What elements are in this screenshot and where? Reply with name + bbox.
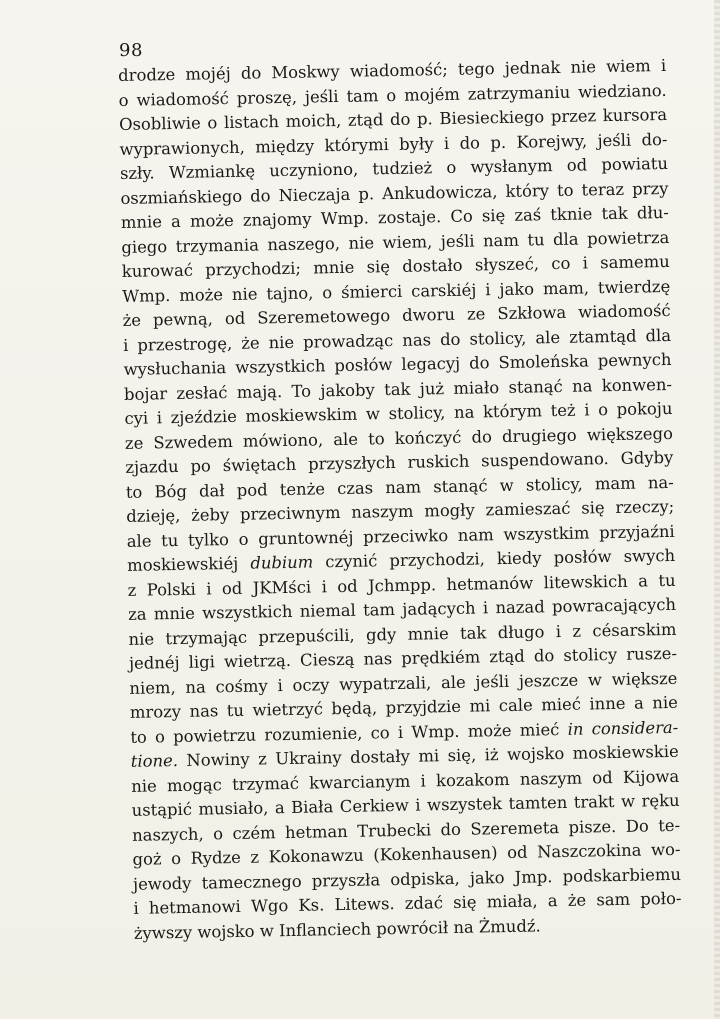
text-line: mnie a może znajomy Wmp. zostaje. Co się zaś tknie tak dłu- bbox=[120, 202, 669, 232]
text-line: giego trzymania naszego, nie wiem, jeśli nam tu dla powietrza bbox=[121, 227, 670, 257]
text-line: i przestrogę, że nie prowadząc nas do stolicy, ale ztamtąd dla bbox=[122, 325, 672, 355]
text-line: o wiadomość proszę, jeśli tam o mojém zatrzymaniu wiedziano. bbox=[118, 80, 667, 110]
text-segment: czynić przychodzi, kiedy posłów swych bbox=[313, 545, 676, 572]
text-line: nie trzymając przepuścili, gdy mnie tak długo i z césarskim bbox=[128, 619, 677, 649]
text-line: wyprawionych, między którymi były i do p. Korejwy, jeśli do- bbox=[119, 129, 668, 159]
text-line: Wmp. może nie tajno, o śmierci carskiéj i jako mam, twierdzę bbox=[122, 276, 671, 306]
text-line: dzieję, żeby przeciwnym naszym mogły zamieszać się rzeczy; bbox=[126, 496, 675, 526]
text-line: cyi i zjeździe moskiewskim w stolicy, na którym też i o pokoju bbox=[124, 398, 673, 428]
text-line: oszmiańskiego do Nieczaja p. Ankudowicza, który to teraz przy bbox=[120, 178, 669, 208]
text-line: goż o Rydze z Kokonawzu (Kokenhausen) od Naszczokina wo- bbox=[132, 839, 681, 869]
text-line: mrozy nas tu wietrzyć będą, przyjdzie mi cale mieć inne a nie bbox=[129, 692, 678, 722]
italic-term: tione. bbox=[130, 751, 179, 771]
text-segment: to o powietrzu rozumienie, co i Wmp. może mieć bbox=[130, 719, 568, 747]
text-line: z Polski i od JKMści i od Jchmpp. hetmanów litewskich a tu bbox=[127, 570, 676, 600]
text-line: ustąpić musiało, a Biała Cerkiew i wszystek tamten trakt w ręku bbox=[131, 790, 680, 820]
italic-term: in considera- bbox=[567, 717, 679, 739]
text-line: że pewną, od Szeremetowego dworu ze Szkłowa wiadomość bbox=[122, 300, 671, 330]
text-segment: Nowiny z Ukrainy dostały mi się, iż wojsko moskiewskie bbox=[177, 741, 679, 771]
text-line: jewody tamecznego przyszła odpiska, jako Jmp. podskarbiemu bbox=[132, 864, 682, 894]
text-line: bojar zesłać mają. To jakoby tak już miało stanąć na konwen- bbox=[123, 374, 673, 404]
text-line: nie mogąc trzymać kwarcianym i kozakom naszym od Kijowa bbox=[131, 766, 680, 796]
text-line: naszych, o czém hetman Trubecki do Szeremeta pisze. Do te- bbox=[131, 815, 681, 845]
body-text bbox=[118, 54, 682, 946]
text-line: wysłuchania wszystkich posłów legacyj do Smoleńska pewnych bbox=[123, 349, 672, 379]
text-line: za mnie wszystkich niemal tam jadących i nazad powracających bbox=[127, 594, 677, 624]
text-line: i hetmanowi Wgo Ks. Litews. zdać się miała, a że sam poło- bbox=[133, 888, 682, 918]
text-line: kurować przychodzi; mnie się dostało słyszeć, co i samemu bbox=[121, 251, 670, 281]
text-line: ze Szwedem mówiono, ale to kończyć do drugiego większego bbox=[124, 423, 674, 453]
text-segment: moskiewskiéj bbox=[127, 553, 251, 575]
text-line: zjazdu po świętach przyszłych ruskich suspendowano. Gdyby bbox=[125, 447, 674, 477]
italic-term: dubium bbox=[250, 552, 314, 573]
page-edge bbox=[714, 0, 720, 1019]
text-line: niem, na cośmy i oczy wypatrzali, ale jeśli jeszcze w większe bbox=[129, 668, 678, 698]
text-line: Osobliwie o listach moich, ztąd do p. Biesieckiego przez kursora bbox=[118, 104, 668, 134]
text-line: żywszy wojsko w Inflanciech powrócił na Żmudź. bbox=[133, 915, 541, 943]
text-line: jednéj ligi wietrzą. Cieszą nas prędkiém ztąd do stolicy rusze- bbox=[128, 643, 678, 673]
page-number: 98 bbox=[119, 40, 143, 61]
text-line: drodze mojéj do Moskwy wiadomość; tego jednak nie wiem i bbox=[118, 55, 667, 85]
text-line: to Bóg dał pod tenże czas nam stanąć w stolicy, mam na- bbox=[125, 472, 674, 502]
text-line: szły. Wzmiankę uczyniono, tudzież o wysłanym od powiatu bbox=[119, 153, 669, 183]
text-line: ale tu tylko o gruntownéj przeciwko nam wszystkim przyjaźni bbox=[126, 521, 675, 551]
